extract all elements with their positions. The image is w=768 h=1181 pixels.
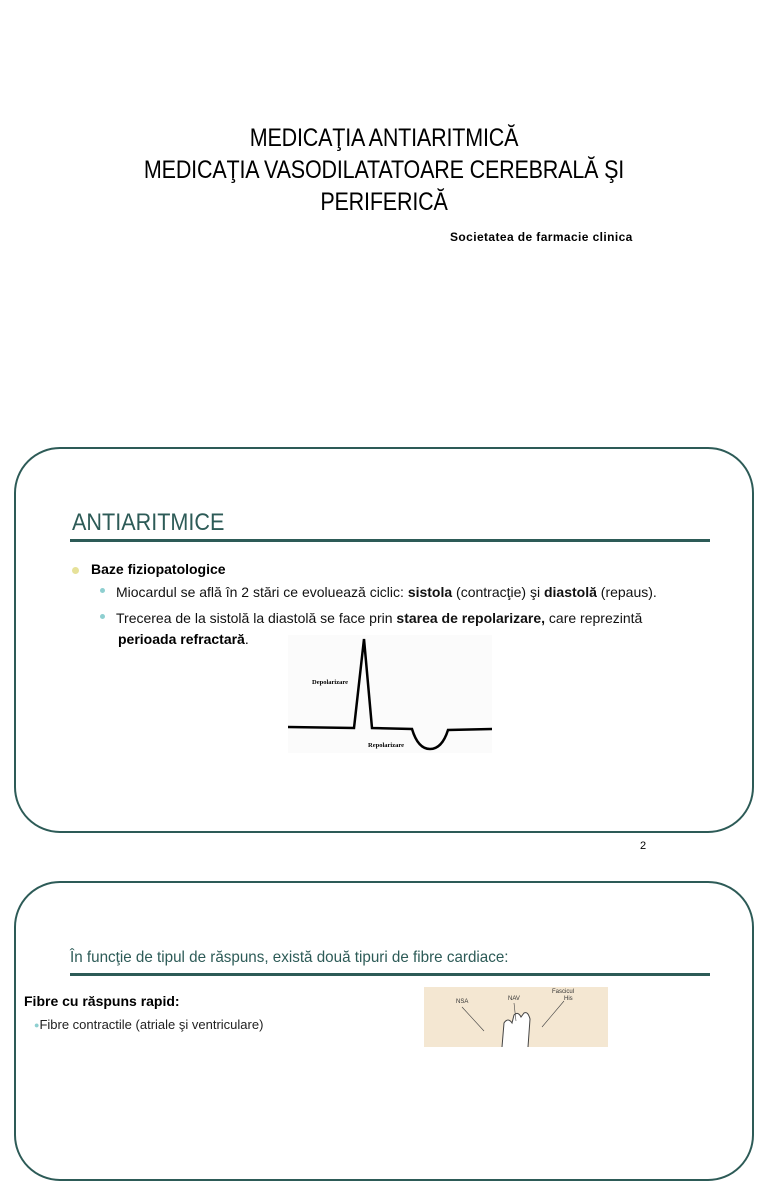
sub1-bold-sistola: sistola: [407, 584, 453, 600]
heart-conduction-image: [424, 987, 608, 1047]
label-nav: NAV: [508, 996, 520, 1002]
sub2-text-1: Trecerea de la sistolă la diastolă se face prin: [116, 610, 397, 626]
title-line-3: PERIFERICĂ: [320, 188, 448, 216]
slide-fibre-cardiace: [14, 881, 754, 1181]
sub1-text-1: Miocardul se află în 2 stări ce evoluează ciclic:: [116, 584, 408, 600]
sub1-text-2: (contracţie) şi: [452, 584, 544, 600]
his-pointer: [542, 1001, 564, 1027]
bullet-baze: [72, 561, 226, 577]
heart-outline: [502, 1013, 530, 1047]
bullet-dot: [72, 567, 79, 574]
sub-bullet-dot: [100, 614, 105, 619]
action-potential-diagram: [288, 635, 492, 753]
sub-bullet-trecerea: [100, 610, 642, 626]
sub-bullet-continuation: [118, 631, 249, 647]
label-repolarizare: Repolarizare: [368, 742, 404, 749]
sub1-bold-diastola: diastolă: [543, 584, 597, 600]
bullet-baze-label: Baze fiziopatologice: [91, 561, 226, 577]
nsa-pointer: [462, 1007, 484, 1031]
label-nsa: NSA: [456, 999, 469, 1005]
label-fascicul: Fascicul: [552, 989, 575, 995]
sub-bullet-dot: [100, 588, 105, 593]
page-number: 2: [640, 840, 647, 852]
sub2-text-2: care reprezintă: [545, 610, 643, 626]
label-his: His: [564, 996, 573, 1002]
fibre-contractile-item: [34, 1017, 263, 1032]
diagram-background: [288, 635, 492, 753]
sub1-text-3: (repaus).: [596, 584, 657, 600]
sub2-bold-perioada: perioada refractară: [118, 631, 245, 647]
sub-bullet-miocard: [100, 584, 657, 600]
label-depolarizare: Depolarizare: [312, 679, 348, 686]
sub2-text-3: .: [244, 631, 249, 647]
society-name: Societatea de farmacie clinica: [450, 230, 633, 244]
sub-bullet-dot: ●: [34, 1020, 40, 1030]
title-line-2: MEDICAŢIA VASODILATATOARE CEREBRALĂ ŞI: [143, 156, 625, 184]
slide-heading: ANTIARITMICE: [72, 509, 225, 536]
document-title: [54, 122, 714, 218]
slide-heading: În funcţie de tipul de răspuns, există două tipuri de fibre cardiace:: [70, 949, 509, 966]
fibre-contractile-label: Fibre contractile (atriale şi ventriculare): [39, 1017, 264, 1032]
heading-rule: [70, 539, 710, 542]
title-line-1: MEDICAŢIA ANTIARITMICĂ: [249, 124, 519, 152]
sub2-bold-repolarizare: starea de repolarizare,: [396, 610, 546, 626]
heading-rule: [70, 973, 710, 976]
heart-drawing: [424, 987, 608, 1047]
fibre-rapid-title: Fibre cu răspuns rapid:: [24, 993, 180, 1009]
slide-antiaritmice: [14, 447, 754, 833]
